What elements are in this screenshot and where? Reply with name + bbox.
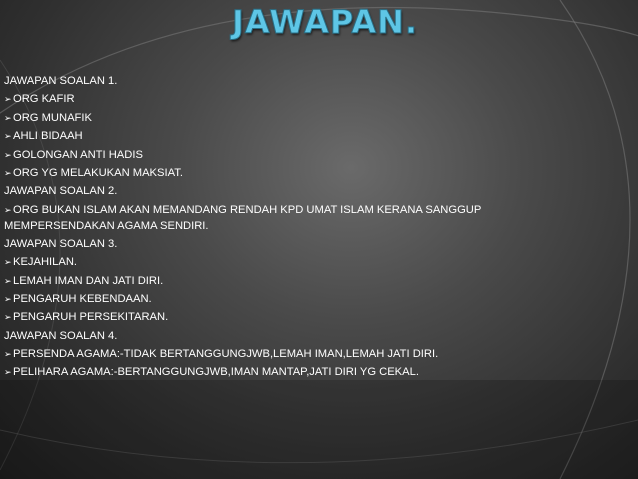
arrow-bullet-icon: ➢ xyxy=(4,149,12,160)
line-text: JAWAPAN SOALAN 3. xyxy=(4,237,118,250)
list-item xyxy=(4,272,564,290)
list-item xyxy=(4,109,564,127)
line-text: PENGARUH PERSEKITARAN. xyxy=(13,311,169,324)
arrow-bullet-icon: ➢ xyxy=(4,312,12,323)
list-item xyxy=(4,201,564,235)
line-text: JAWAPAN SOALAN 2. xyxy=(4,185,118,198)
list-item xyxy=(4,90,564,108)
list-item xyxy=(4,308,564,326)
line-text: LEMAH IMAN DAN JATI DIRI. xyxy=(13,274,164,287)
line-text: ORG YG MELAKUKAN MAKSIAT. xyxy=(13,166,183,179)
line-text: JAWAPAN SOALAN 1. xyxy=(4,75,118,87)
line-text: AHLI BIDAAH xyxy=(13,130,83,143)
arrow-bullet-icon: ➢ xyxy=(4,257,12,268)
line-text: KEJAHILAN. xyxy=(13,256,78,269)
line-text: PERSENDA AGAMA:-TIDAK BERTANGGUNGJWB,LEMAH IMAN,LEMAH JATI DIRI. xyxy=(13,348,439,361)
answer-list xyxy=(4,72,564,382)
list-item xyxy=(4,146,564,164)
list-item xyxy=(4,290,564,308)
section-heading xyxy=(4,72,564,90)
arrow-bullet-icon: ➢ xyxy=(4,349,12,360)
list-item xyxy=(4,127,564,145)
line-text: JAWAPAN SOALAN 4. xyxy=(4,329,118,342)
list-item xyxy=(4,345,564,363)
list-item xyxy=(4,363,564,381)
line-text: PENGARUH KEBENDAAN. xyxy=(13,292,152,305)
arrow-bullet-icon: ➢ xyxy=(4,112,12,123)
line-text: GOLONGAN ANTI HADIS xyxy=(13,148,143,161)
line-text: ORG MUNAFIK xyxy=(13,111,92,124)
section-heading xyxy=(4,327,564,345)
list-item xyxy=(4,164,564,182)
arrow-bullet-icon: ➢ xyxy=(4,275,12,286)
line-text: ORG KAFIR xyxy=(13,93,75,106)
arrow-bullet-icon: ➢ xyxy=(4,293,12,304)
list-item xyxy=(4,253,564,271)
arrow-bullet-icon: ➢ xyxy=(4,204,12,215)
arrow-bullet-icon: ➢ xyxy=(4,131,12,142)
line-text: PELIHARA AGAMA:-BERTANGGUNGJWB,IMAN MANTAP,JATI DIRI YG CEKAL. xyxy=(13,366,419,379)
line-text: ORG BUKAN ISLAM AKAN MEMANDANG RENDAH KPD UMAT ISLAM KERANA SANGGUP MEMPERSENDAKAN AGAMA SENDIRI. xyxy=(4,203,482,232)
section-heading xyxy=(4,182,564,200)
section-heading xyxy=(4,235,564,253)
slide-title: JAWAPAN. xyxy=(232,3,419,41)
arrow-bullet-icon: ➢ xyxy=(4,367,12,378)
arrow-bullet-icon: ➢ xyxy=(4,167,12,178)
bottom-shade xyxy=(0,380,638,479)
arrow-bullet-icon: ➢ xyxy=(4,94,12,105)
